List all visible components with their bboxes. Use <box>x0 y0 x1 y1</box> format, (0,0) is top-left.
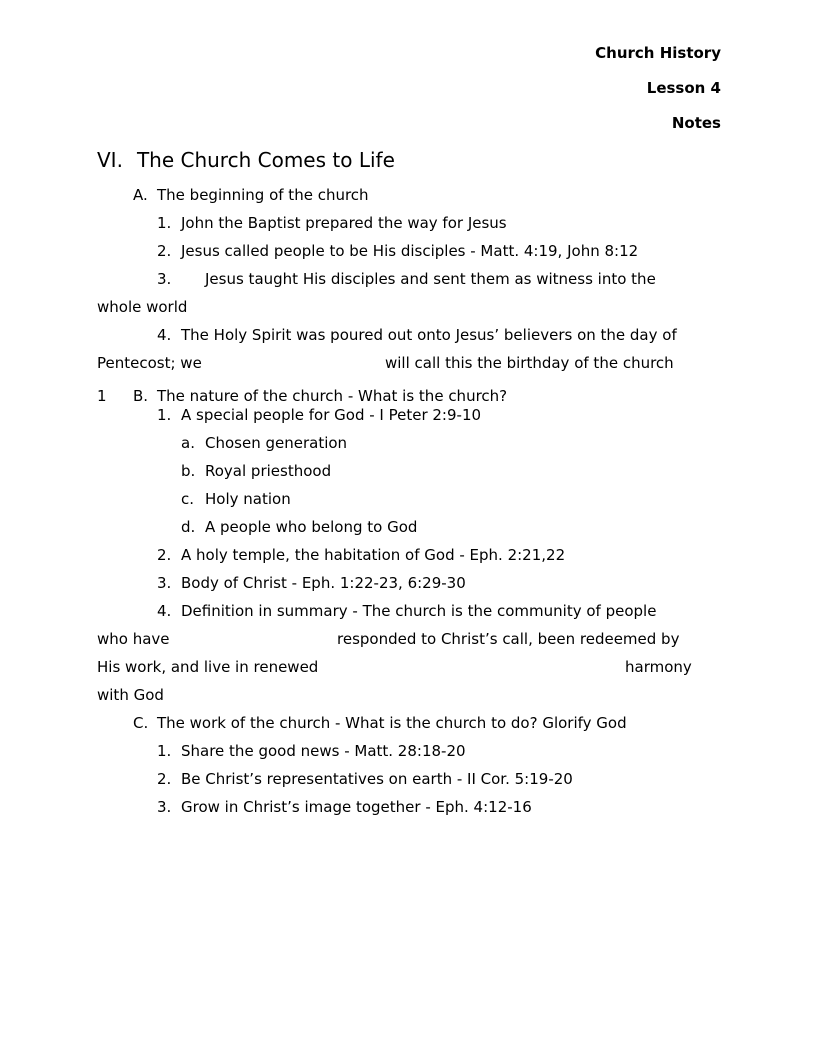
outline-marker: 2. <box>157 770 172 788</box>
outline-text: The nature of the church - What is the church? <box>157 387 508 405</box>
outline-text: harmony <box>625 658 692 676</box>
outline-marker: 1. <box>157 406 172 424</box>
outline-marker: C. <box>133 714 149 732</box>
margin-number: 1 <box>97 387 107 405</box>
section-heading <box>97 147 395 173</box>
outline-text: A holy temple, the habitation of God - Eph. 2:21,22 <box>181 546 566 564</box>
outline-marker: a. <box>181 434 195 452</box>
outline-text-continued: whole world <box>97 298 188 316</box>
outline-text: The beginning of the church <box>157 186 369 204</box>
outline-marker: 2. <box>157 546 172 564</box>
outline-text: The Holy Spirit was poured out onto Jesus’ believers on the day of <box>181 326 677 344</box>
outline-marker: b. <box>181 462 196 480</box>
outline-text: Be Christ’s representatives on earth - II Cor. 5:19-20 <box>181 770 573 788</box>
outline-text: Definition in summary - The church is the community of people <box>181 602 657 620</box>
outline-marker: 3. <box>157 270 172 288</box>
outline-text: Body of Christ - Eph. 1:22-23, 6:29-30 <box>181 574 466 592</box>
section-title: The Church Comes to Life <box>136 148 395 172</box>
outline-text: A people who belong to God <box>205 518 418 536</box>
outline-text: Jesus taught His disciples and sent them as witness into the <box>205 270 656 288</box>
outline-marker: 4. <box>157 326 172 344</box>
outline-text: will call this the birthday of the church <box>385 354 674 372</box>
outline-marker: 3. <box>157 798 172 816</box>
outline-text: who have <box>97 630 170 648</box>
outline-marker: 3. <box>157 574 172 592</box>
outline-marker: 4. <box>157 602 172 620</box>
outline-text: A special people for God - I Peter 2:9-10 <box>181 406 482 424</box>
outline-marker: 2. <box>157 242 172 260</box>
header-doc-type: Notes <box>671 114 721 132</box>
outline-marker: c. <box>181 490 195 508</box>
outline-marker: 1. <box>157 214 172 232</box>
outline-marker: A. <box>133 186 148 204</box>
outline-marker: 1. <box>157 742 172 760</box>
outline-text: John the Baptist prepared the way for Jesus <box>181 214 507 232</box>
outline-text: His work, and live in renewed <box>97 658 319 676</box>
outline-text: Jesus called people to be His disciples - Matt. 4:19, John 8:12 <box>181 242 639 260</box>
outline-marker: d. <box>181 518 196 536</box>
outline-text: The work of the church - What is the church to do? Glorify God <box>157 714 627 732</box>
outline-text: Holy nation <box>205 490 291 508</box>
header-lesson-number: Lesson 4 <box>646 79 721 97</box>
outline-marker: B. <box>133 387 149 405</box>
outline-text: Grow in Christ’s image together - Eph. 4:12-16 <box>181 798 532 816</box>
outline-text: Chosen generation <box>205 434 348 452</box>
outline-text: Share the good news - Matt. 28:18-20 <box>181 742 466 760</box>
outline-text-continued: with God <box>97 686 164 704</box>
outline-text: Royal priesthood <box>205 462 332 480</box>
outline-text: responded to Christ’s call, been redeemed by <box>337 630 680 648</box>
header-course-title: Church History <box>595 44 721 62</box>
outline-text: Pentecost; we <box>97 354 202 372</box>
section-number: VI. <box>97 148 123 172</box>
